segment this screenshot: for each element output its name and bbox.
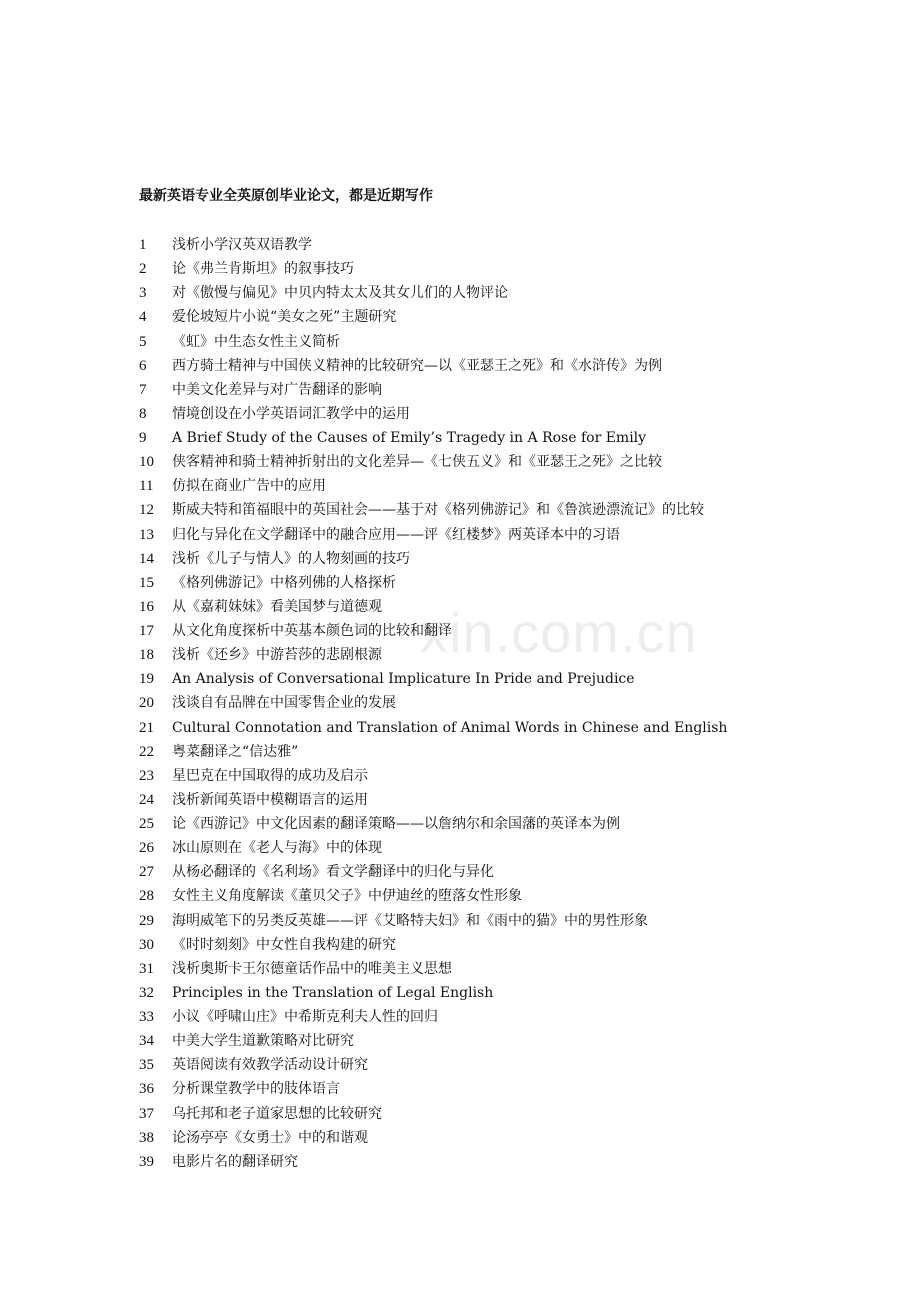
- list-item: [139, 860, 899, 884]
- list-item: [139, 1005, 899, 1029]
- item-number: 22: [139, 743, 154, 760]
- item-number: 25: [139, 816, 154, 832]
- thesis-title-list: [139, 233, 899, 1174]
- item-number: 5: [139, 333, 147, 350]
- item-title: 《格列佛游记》中格列佛的人格探析: [172, 574, 396, 591]
- item-number: 27: [139, 864, 154, 881]
- list-item: [139, 426, 899, 450]
- item-number: 13: [139, 526, 154, 543]
- item-number: 4: [139, 309, 147, 326]
- item-number: 37: [139, 1105, 154, 1122]
- list-item: [139, 691, 899, 715]
- item-number: 18: [139, 647, 154, 664]
- item-title: 浅谈自有品牌在中国零售企业的发展: [172, 695, 396, 712]
- list-item: [139, 667, 899, 691]
- list-item: [139, 1029, 899, 1053]
- item-title: An Analysis of Conversational Implicature In Pride and Prejudice: [172, 671, 635, 688]
- item-number: 14: [139, 550, 154, 567]
- item-title: 浅析小学汉英双语教学: [172, 237, 312, 253]
- item-title: 英语阅读有效教学活动设计研究: [172, 1057, 368, 1074]
- item-number: 34: [139, 1033, 154, 1050]
- list-item: [139, 378, 899, 402]
- item-title: 对《傲慢与偏见》中贝内特太太及其女儿们的人物评论: [172, 285, 508, 302]
- item-title: 斯威夫特和笛福眼中的英国社会——基于对《格列佛游记》和《鲁滨逊漂流记》的比较: [172, 502, 704, 519]
- item-title: 论《西游记》中文化因素的翻译策略——以詹纳尔和余国藩的英译本为例: [172, 816, 620, 832]
- list-item: [139, 909, 899, 933]
- item-number: 6: [139, 357, 147, 374]
- item-title: Principles in the Translation of Legal English: [172, 984, 494, 1001]
- list-item: [139, 305, 899, 329]
- item-number: 8: [139, 405, 147, 422]
- list-item: [139, 1053, 899, 1077]
- item-title: 西方骑士精神与中国侠义精神的比较研究—以《亚瑟王之死》和《水浒传》为例: [172, 357, 662, 374]
- list-item: [139, 450, 899, 474]
- item-number: 36: [139, 1081, 154, 1098]
- list-item: [139, 764, 899, 788]
- item-number: 26: [139, 840, 154, 857]
- list-item: [139, 547, 899, 571]
- list-item: [139, 740, 899, 764]
- item-title: 浅析《儿子与情人》的人物刻画的技巧: [172, 550, 410, 567]
- list-item: [139, 281, 899, 305]
- item-number: 9: [139, 430, 147, 446]
- list-item: [139, 402, 899, 426]
- item-number: 1: [139, 237, 147, 253]
- item-title: 星巴克在中国取得的成功及启示: [172, 767, 368, 784]
- list-item: [139, 981, 899, 1005]
- item-number: 7: [139, 381, 147, 398]
- item-title: 仿拟在商业广告中的应用: [172, 478, 326, 495]
- item-number: 12: [139, 502, 154, 519]
- item-number: 11: [139, 478, 154, 495]
- item-title: 浅析《还乡》中游苔莎的悲剧根源: [172, 647, 382, 664]
- item-title: 海明威笔下的另类反英雄——评《艾略特夫妇》和《雨中的猫》中的男性形象: [172, 912, 648, 929]
- item-number: 19: [139, 671, 154, 688]
- item-title: 中美大学生道歉策略对比研究: [172, 1033, 354, 1050]
- item-number: 35: [139, 1057, 154, 1074]
- item-title: 爱伦坡短片小说“美女之死”主题研究: [172, 309, 397, 326]
- item-number: 16: [139, 598, 154, 615]
- item-number: 21: [139, 719, 154, 736]
- list-item: [139, 1077, 899, 1101]
- item-title: 冰山原则在《老人与海》中的体现: [172, 840, 382, 857]
- item-number: 10: [139, 454, 154, 471]
- watermark: xin.com.cn: [420, 601, 698, 664]
- item-title: 《时时刻刻》中女性自我构建的研究: [172, 936, 396, 953]
- item-title: 从文化角度探析中英基本颜色词的比较和翻译: [172, 623, 452, 639]
- list-item: [139, 957, 899, 981]
- item-title: 从杨必翻译的《名利场》看文学翻译中的归化与异化: [172, 864, 494, 881]
- document-title: 最新英语专业全英原创毕业论文，都是近期写作: [139, 188, 433, 204]
- item-title: 归化与异化在文学翻译中的融合应用——评《红楼梦》两英译本中的习语: [172, 526, 620, 543]
- item-title: 乌托邦和老子道家思想的比较研究: [172, 1105, 382, 1122]
- list-item: [139, 1126, 899, 1150]
- item-title: Cultural Connotation and Translation of Animal Words in Chinese and English: [172, 719, 728, 736]
- item-number: 28: [139, 888, 154, 905]
- item-title: 浅析新闻英语中模糊语言的运用: [172, 791, 368, 808]
- item-title: 小议《呼啸山庄》中希斯克利夫人性的回归: [172, 1009, 438, 1025]
- item-title: A Brief Study of the Causes of Emily’s Tragedy in A Rose for Emily: [172, 430, 647, 446]
- list-item: [139, 836, 899, 860]
- item-number: 23: [139, 767, 154, 784]
- item-number: 33: [139, 1009, 154, 1025]
- list-item: [139, 716, 899, 740]
- item-number: 15: [139, 574, 154, 591]
- list-item: [139, 523, 899, 547]
- item-number: 31: [139, 960, 154, 977]
- item-title: 中美文化差异与对广告翻译的影响: [172, 381, 382, 398]
- item-number: 3: [139, 285, 147, 302]
- list-item: [139, 1150, 899, 1174]
- list-item: [139, 1102, 899, 1126]
- list-item: [139, 498, 899, 522]
- item-number: 20: [139, 695, 154, 712]
- list-item: [139, 933, 899, 957]
- list-item: [139, 571, 899, 595]
- item-number: 29: [139, 912, 154, 929]
- item-number: 24: [139, 791, 154, 808]
- item-title: 侠客精神和骑士精神折射出的文化差异—《七侠五义》和《亚瑟王之死》之比较: [172, 454, 662, 471]
- list-item: [139, 354, 899, 378]
- list-item: [139, 474, 899, 498]
- item-title: 情境创设在小学英语词汇教学中的运用: [172, 405, 410, 422]
- item-title: 分析课堂教学中的肢体语言: [172, 1081, 340, 1098]
- item-title: 浅析奥斯卡王尔德童话作品中的唯美主义思想: [172, 960, 452, 977]
- item-number: 2: [139, 261, 147, 278]
- list-item: [139, 330, 899, 354]
- list-item: [139, 812, 899, 836]
- list-item: [139, 233, 899, 257]
- item-title: 从《嘉莉妹妹》看美国梦与道德观: [172, 598, 382, 615]
- item-number: 32: [139, 984, 154, 1001]
- item-title: 论《弗兰肯斯坦》的叙事技巧: [172, 261, 354, 278]
- item-number: 39: [139, 1153, 154, 1170]
- list-item: [139, 257, 899, 281]
- item-number: 17: [139, 623, 154, 639]
- list-item: [139, 884, 899, 908]
- item-title: 粤菜翻译之“信达雅”: [172, 743, 299, 760]
- item-title: 女性主义角度解读《董贝父子》中伊迪丝的堕落女性形象: [172, 888, 522, 905]
- item-number: 30: [139, 936, 154, 953]
- item-title: 电影片名的翻译研究: [172, 1153, 298, 1170]
- list-item: [139, 788, 899, 812]
- item-title: 论汤亭亭《女勇士》中的和谐观: [172, 1129, 368, 1146]
- item-title: 《虹》中生态女性主义简析: [172, 333, 340, 350]
- item-number: 38: [139, 1129, 154, 1146]
